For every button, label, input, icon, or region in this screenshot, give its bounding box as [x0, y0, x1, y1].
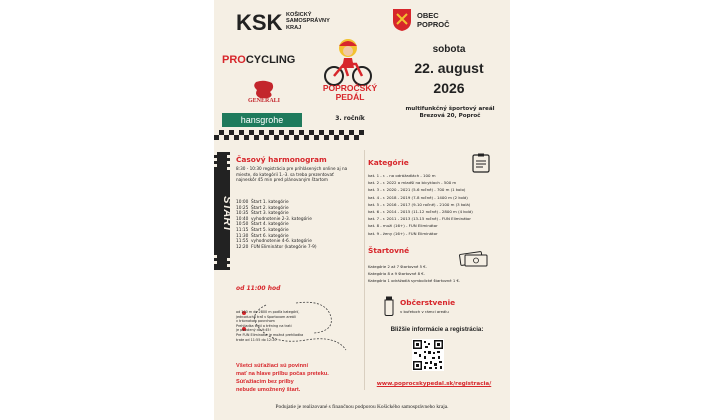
ksk-logo — [236, 10, 282, 34]
checkered-flag-band — [214, 130, 364, 140]
list-item: kat. 2 - r. 2022 a mladší na bicykloch - 500 m — [368, 180, 457, 186]
list-item: Kategória 8 a 9 štartovné 8 €. — [368, 271, 425, 276]
schedule-row: 10:50 Štart 4. kategórie — [236, 222, 289, 228]
schedule-row: 10:40 vyhodnotenie 2-3. kategórie — [236, 216, 312, 222]
startovne-list — [368, 263, 498, 284]
list-item: kat. 1 - r. - na odrážadlách - 100 m — [368, 173, 436, 178]
list-item: kat. 5 - r. 2016 - 2017 (9-10 ročné) - 2100 m (3 kolá) — [368, 201, 471, 207]
obcerstvenie-text: v bufetoch v rámci areálu — [400, 309, 449, 314]
cyclist-mascot-icon — [322, 36, 374, 88]
coat-of-arms-icon — [392, 8, 412, 32]
event-venue: multifunkčný športový areál Brezová 20, Poproč — [405, 106, 495, 119]
obcerstvenie-title: Občerstvenie — [400, 298, 456, 307]
schedule-row: 10:35 Štart 3. kategórie — [236, 211, 289, 217]
schedule-row: 12:20 FUN Eliminátor (kategórie 7-9) — [236, 244, 317, 250]
schedule-row: 10:25 Štart 2. kategórie — [236, 205, 289, 211]
generali-logo: GENERALI — [247, 98, 280, 104]
schedule-list — [236, 200, 356, 250]
event-title: POPROČSKÝ PEDÁL — [322, 83, 378, 102]
list-item: kat. 4 - r. 2018 - 2019 (7-8 ročné) - 1400 m (2 kolá) — [368, 194, 468, 200]
list-item: Kategórie 2 až 7 štartovné 5 €. — [368, 264, 427, 269]
hansgrohe-logo: hansgrohe — [222, 113, 302, 127]
event-edition: 3. ročník — [335, 115, 365, 122]
list-item: kat. 3 - r. 2020 - 2021 (5-6 ročné) - 700 m (1 kolo) — [368, 187, 466, 193]
obec-name: OBEC POPROČ — [417, 11, 450, 29]
startovne-title: Štartovné — [368, 246, 410, 255]
event-day: sobota — [432, 44, 466, 55]
schedule-title: Časový harmonogram — [236, 155, 327, 164]
drink-bottle-icon — [382, 296, 396, 316]
categories-title: Kategórie — [368, 158, 409, 167]
track-time-label: od 11:00 hod — [236, 285, 281, 292]
event-year: 2026 — [433, 80, 465, 96]
event-date: 22. august — [414, 60, 484, 76]
helmet-notice: Všetci súťažiaci sú povinní mať na hlave prilbu počas preteku. Súťažiacim bez prilby nebude umožnený štart. — [236, 363, 329, 393]
schedule-row: 10:00 Štart 1. kategórie — [236, 200, 289, 205]
svg-text:KSK: KSK — [236, 10, 283, 35]
list-item: kat. 7 - r. 2011 - 2013 (13-15 ročné) - FUN Eliminátor — [368, 216, 471, 222]
schedule-row: 11:30 Štart 6. kategórie — [236, 233, 289, 239]
start-band-text: START — [221, 196, 233, 232]
schedule-row: 11:15 Štart 5. kategórie — [236, 227, 289, 233]
clipboard-icon — [472, 153, 490, 173]
start-flag-band — [214, 152, 233, 270]
qr-code-icon[interactable] — [412, 339, 444, 371]
list-item: Kategória 1 odrážadlá symbolické štartovné 1 €. — [368, 278, 461, 283]
footer-note: Podujatie je realizované s finančnou podporou Košického samosprávneho kraja. — [275, 404, 449, 410]
track-description: od 100 m do 2800 m podľa kategórií, jednoduchá trať v športovom areáli v trávnatom povrchom Prehliadka tratí a tréning na trati je povolený do 9:45! Pre FUN Eliminator je možná prehliadka trate od 11:55 do 12:20 — [236, 310, 304, 342]
list-item: kat. 8 - muži (16+) - FUN Eliminátor — [368, 223, 438, 229]
column-divider — [364, 150, 365, 390]
ksk-name: KOŠICKÝ SAMOSPRÁVNY KRAJ — [286, 12, 330, 31]
schedule-intro: 8:30 - 10:30 registrácia pre prihlásených online aj na mieste, do kategórií 1.-3. sa treba prezentovať najneskôr 45 min pred plánovaným štartom — [236, 166, 348, 183]
registration-link[interactable]: www.poprocskypedal.sk/registracia/ — [376, 381, 492, 387]
list-item: kat. 9 - ženy (16+) - FUN Eliminátor — [368, 230, 438, 236]
schedule-row: 11:55 vyhodnotenie 4-6. kategórie — [236, 239, 312, 245]
info-title: Bližšie informácie a registrácia: — [390, 326, 484, 333]
procycling-logo: PROCYCLING — [222, 54, 296, 66]
categories-list — [368, 172, 508, 237]
event-poster — [214, 0, 510, 420]
list-item: kat. 6 - r. 2014 - 2015 (11-12 ročné) - 2800 m (4 kolá) — [368, 209, 473, 215]
